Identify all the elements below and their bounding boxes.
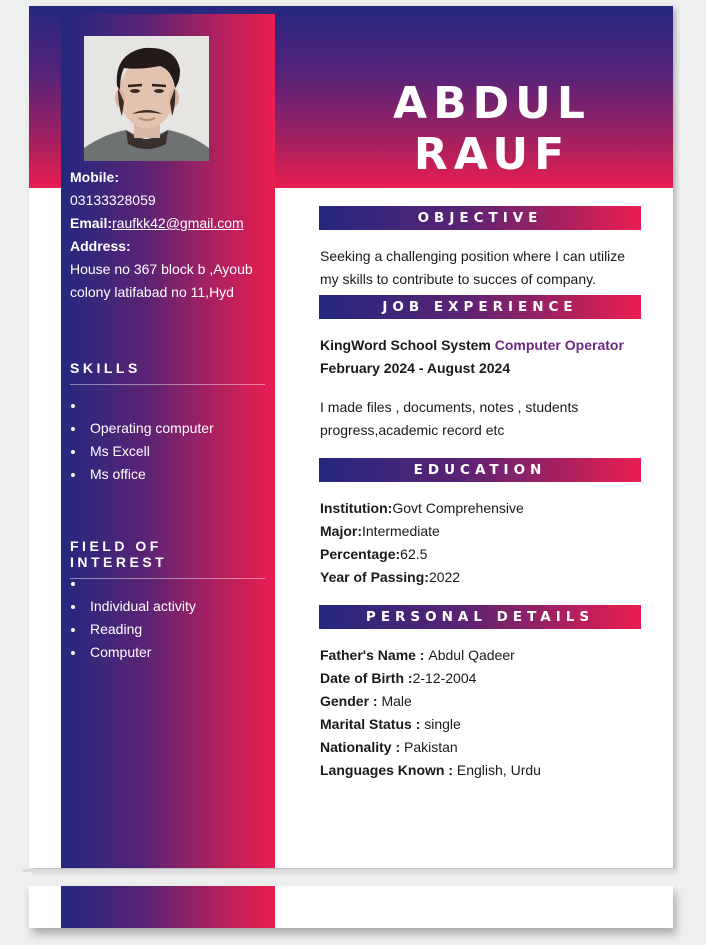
languages-label: Languages Known : bbox=[320, 762, 457, 778]
education-heading: EDUCATION bbox=[319, 458, 641, 482]
mobile-number: 03133328059 bbox=[70, 192, 156, 208]
profile-photo bbox=[84, 36, 209, 161]
languages-row bbox=[319, 759, 641, 782]
skill-item bbox=[70, 394, 214, 417]
dob-row bbox=[319, 667, 641, 690]
institution-row bbox=[319, 497, 641, 520]
father-label: Father's Name : bbox=[320, 647, 429, 663]
interests-title: FIELD OF INTEREST bbox=[70, 538, 265, 579]
personal-heading: PERSONAL DETAILS bbox=[319, 605, 641, 629]
page-divider bbox=[23, 869, 677, 872]
year-row bbox=[319, 566, 641, 589]
personal-details bbox=[319, 644, 641, 782]
dob-value: 2-12-2004 bbox=[412, 670, 477, 686]
skill-item: Ms Excell bbox=[70, 440, 214, 463]
major-row bbox=[319, 520, 641, 543]
father-value: Abdul Qadeer bbox=[428, 647, 515, 663]
sidebar-page-2 bbox=[61, 886, 275, 928]
percentage-value: 62.5 bbox=[400, 546, 428, 562]
major-value: Intermediate bbox=[362, 523, 440, 539]
sidebar bbox=[61, 14, 275, 868]
resume-page-2 bbox=[29, 886, 673, 928]
marital-row bbox=[319, 713, 641, 736]
skill-item: Operating computer bbox=[70, 417, 214, 440]
job-role: Computer Operator bbox=[494, 337, 624, 353]
interest-item: Individual activity bbox=[70, 595, 196, 618]
objective-text: Seeking a challenging position where I can utilize my skills to contribute to succes of company. bbox=[320, 248, 626, 287]
percentage-row bbox=[319, 543, 641, 566]
marital-value: single bbox=[424, 716, 461, 732]
gender-label: Gender : bbox=[320, 693, 382, 709]
interests-list bbox=[70, 572, 196, 664]
objective-heading: OBJECTIVE bbox=[319, 206, 641, 230]
experience-title-line bbox=[319, 334, 641, 357]
skills-title: SKILLS bbox=[70, 360, 265, 385]
skills-list bbox=[70, 394, 214, 486]
education-details bbox=[319, 497, 641, 589]
father-row bbox=[319, 644, 641, 667]
major-label: Major: bbox=[320, 523, 362, 539]
marital-label: Marital Status : bbox=[320, 716, 425, 732]
mobile-label: Mobile: bbox=[70, 169, 119, 185]
interest-item: Computer bbox=[70, 641, 196, 664]
nationality-value: Pakistan bbox=[404, 739, 458, 755]
institution-value: Govt Comprehensive bbox=[392, 500, 524, 516]
experience-period bbox=[319, 357, 641, 380]
main-content bbox=[319, 206, 641, 782]
nationality-row bbox=[319, 736, 641, 759]
experience-description: I made files , documents, notes , students progress,academic record etc bbox=[320, 399, 579, 438]
percentage-label: Percentage: bbox=[320, 546, 401, 562]
gender-value: Male bbox=[381, 693, 412, 709]
period-text: February 2024 - August 2024 bbox=[320, 360, 511, 376]
candidate-name: ABDUL RAUF bbox=[393, 78, 591, 180]
address-label: Address: bbox=[70, 238, 131, 254]
institution-label: Institution: bbox=[320, 500, 393, 516]
company-name: KingWord School System bbox=[320, 337, 491, 353]
address-text: House no 367 block b ,Ayoub colony latifabad no 11,Hyd bbox=[70, 261, 253, 300]
contact-block bbox=[70, 166, 270, 304]
email-link[interactable]: raufkk42@gmail.com bbox=[112, 215, 244, 231]
gender-row bbox=[319, 690, 641, 713]
interest-item bbox=[70, 572, 196, 595]
year-label: Year of Passing: bbox=[320, 569, 429, 585]
nationality-label: Nationality : bbox=[320, 739, 405, 755]
year-value: 2022 bbox=[428, 569, 461, 585]
dob-label: Date of Birth : bbox=[320, 670, 413, 686]
languages-value: English, Urdu bbox=[456, 762, 541, 778]
experience-heading: JOB EXPERIENCE bbox=[319, 295, 641, 319]
person-photo-icon bbox=[84, 36, 209, 161]
resume-page-1 bbox=[29, 6, 673, 868]
interest-item: Reading bbox=[70, 618, 196, 641]
email-label: Email: bbox=[70, 215, 113, 231]
skill-item: Ms office bbox=[70, 463, 214, 486]
